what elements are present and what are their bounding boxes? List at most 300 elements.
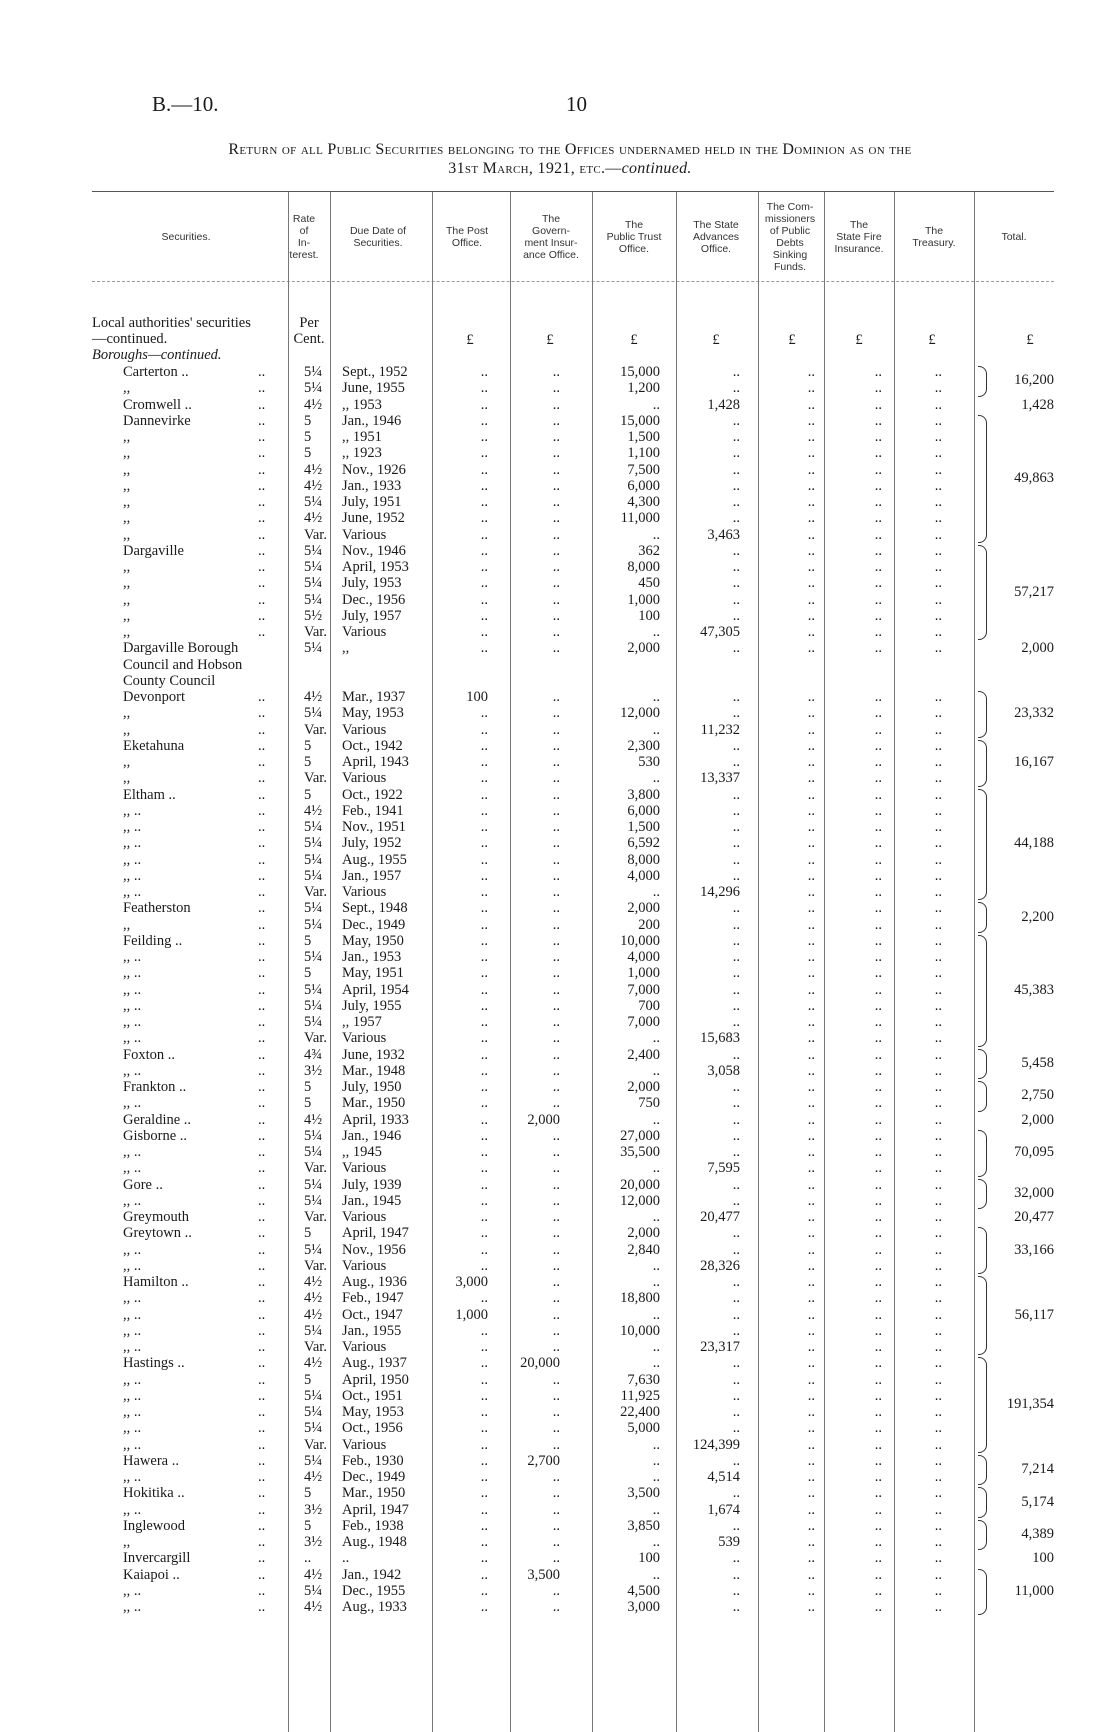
amount-cell: ..: [552, 1582, 560, 1599]
due-date: Various: [342, 1257, 387, 1274]
amount-cell: 10,000: [620, 932, 660, 949]
security-name: Invercargill: [123, 1550, 191, 1567]
amount-cell: ..: [552, 364, 560, 380]
table-row: [0, 1567, 1114, 1583]
col-securities: Securities.: [161, 231, 211, 243]
amount-cell: ..: [807, 624, 815, 640]
interest-rate: 5: [304, 1225, 312, 1242]
security-name: County Council: [123, 672, 216, 689]
amount-cell: ..: [934, 1469, 942, 1485]
amount-cell: ..: [732, 1452, 740, 1469]
amount-cell: ..: [874, 1095, 882, 1112]
amount-cell: ..: [480, 445, 488, 462]
amount-cell: ..: [480, 1436, 488, 1453]
total-value: 20,477: [1014, 1209, 1054, 1226]
total-value: 44,188: [1014, 835, 1054, 852]
amount-cell: ..: [874, 1550, 882, 1567]
amount-cell: 2,000: [627, 1225, 660, 1242]
interest-rate: 5¼: [304, 640, 323, 657]
amount-cell: 23,317: [700, 1339, 740, 1355]
amount-cell: ..: [552, 819, 560, 835]
unit-rate: Per Cent.: [293, 315, 325, 347]
amount-cell: ..: [480, 1452, 488, 1469]
leader-dots: ..: [258, 754, 266, 770]
amount-cell: ..: [934, 1062, 942, 1079]
table-row: [0, 1144, 1114, 1160]
due-date: Oct., 1951: [342, 1387, 403, 1404]
interest-rate: 4½: [304, 1274, 323, 1290]
amount-cell: ..: [732, 1322, 740, 1339]
amount-cell: ..: [934, 1566, 942, 1583]
security-name: ,, ..: [123, 949, 142, 965]
amount-cell: ..: [934, 786, 942, 803]
amount-cell: ..: [807, 477, 815, 494]
total-value: 4,389: [1021, 1526, 1054, 1542]
col-treasury: The Treasury.: [912, 225, 956, 249]
amount-cell: ..: [732, 429, 740, 445]
amount-cell: ..: [652, 1566, 660, 1583]
amount-cell: ..: [874, 364, 882, 380]
amount-cell: ..: [552, 1062, 560, 1079]
amount-cell: 362: [638, 542, 660, 559]
amount-cell: ..: [732, 1144, 740, 1160]
amount-cell: ..: [934, 835, 942, 852]
amount-cell: 4,000: [627, 867, 660, 884]
amount-cell: ..: [480, 1420, 488, 1437]
amount-cell: ..: [552, 689, 560, 705]
amount-cell: ..: [934, 1550, 942, 1567]
amount-cell: ..: [874, 591, 882, 608]
amount-cell: 2,700: [527, 1452, 560, 1469]
amount-cell: ..: [480, 1582, 488, 1599]
table-row: [0, 1242, 1114, 1258]
amount-cell: ..: [807, 1517, 815, 1534]
leader-dots: ..: [258, 591, 266, 608]
table-row: [0, 1209, 1114, 1225]
amount-cell: ..: [480, 1599, 488, 1615]
amount-cell: ..: [732, 1176, 740, 1193]
leader-dots: ..: [258, 364, 266, 380]
amount-cell: ..: [807, 867, 815, 884]
amount-cell: ..: [732, 965, 740, 982]
amount-cell: ..: [874, 884, 882, 900]
amount-cell: 3,000: [455, 1274, 488, 1290]
amount-cell: ..: [480, 949, 488, 965]
amount-cell: ..: [934, 1582, 942, 1599]
table-row: [0, 624, 1114, 640]
amount-cell: 28,326: [700, 1257, 740, 1274]
amount-cell: ..: [874, 1420, 882, 1437]
amount-cell: ..: [732, 754, 740, 770]
total-value: 100: [1032, 1550, 1054, 1567]
amount-cell: ..: [807, 819, 815, 835]
security-name: ,,: [123, 559, 131, 575]
amount-cell: ..: [552, 559, 560, 575]
due-date: July, 1957: [342, 607, 402, 624]
due-date: April, 1947: [342, 1501, 409, 1518]
interest-rate: 5¼: [304, 851, 323, 868]
table-row: [0, 380, 1114, 396]
amount-cell: ..: [480, 1062, 488, 1079]
leader-dots: ..: [258, 1355, 266, 1372]
amount-cell: 15,000: [620, 412, 660, 429]
amount-cell: ..: [652, 1355, 660, 1372]
amount-cell: 100: [638, 1550, 660, 1567]
amount-cell: ..: [874, 461, 882, 478]
due-date: June, 1932: [342, 1046, 405, 1063]
amount-cell: ..: [934, 1014, 942, 1030]
amount-cell: ..: [874, 997, 882, 1014]
security-name: ,, ..: [123, 1387, 142, 1404]
leader-dots: ..: [258, 949, 266, 965]
amount-cell: ..: [807, 510, 815, 527]
amount-cell: ..: [552, 1387, 560, 1404]
amount-cell: ..: [807, 364, 815, 380]
security-name: Frankton ..: [123, 1079, 187, 1095]
amount-cell: ..: [934, 1079, 942, 1095]
amount-cell: ..: [552, 1517, 560, 1534]
security-name: ,, ..: [123, 851, 142, 868]
amount-cell: ..: [732, 851, 740, 868]
amount-cell: ..: [934, 624, 942, 640]
leader-dots: ..: [258, 380, 266, 397]
security-name: ,,: [123, 477, 131, 494]
due-date: Nov., 1926: [342, 461, 406, 478]
amount-cell: 200: [638, 916, 660, 933]
table-row: [0, 1047, 1114, 1063]
security-name: Greytown ..: [123, 1225, 192, 1242]
security-name: ,, ..: [123, 1257, 142, 1274]
amount-cell: ..: [480, 461, 488, 478]
amount-cell: ..: [934, 1046, 942, 1063]
table-row: [0, 478, 1114, 494]
table-row: [0, 462, 1114, 478]
leader-dots: ..: [258, 477, 266, 494]
amount-cell: ..: [732, 1387, 740, 1404]
amount-cell: 11,232: [700, 721, 740, 738]
amount-cell: ..: [480, 867, 488, 884]
table-row: [0, 1388, 1114, 1404]
amount-cell: ..: [807, 1436, 815, 1453]
due-date: ,, 1957: [342, 1014, 382, 1030]
leader-dots: ..: [258, 1485, 266, 1502]
amount-cell: ..: [934, 1452, 942, 1469]
amount-cell: ..: [807, 1225, 815, 1242]
amount-cell: ..: [874, 1014, 882, 1030]
total-value: 70,095: [1014, 1144, 1054, 1161]
due-date: Feb., 1947: [342, 1290, 404, 1307]
interest-rate: 5¼: [304, 1387, 323, 1404]
amount-cell: ..: [807, 916, 815, 933]
due-date: Jan., 1933: [342, 477, 402, 494]
interest-rate: 5: [304, 1517, 312, 1534]
leader-dots: ..: [258, 965, 266, 982]
amount-cell: ..: [807, 835, 815, 852]
col-government-insurance: The Govern- ment Insur- ance Office.: [523, 213, 579, 261]
amount-cell: ..: [480, 1192, 488, 1209]
amount-cell: ..: [480, 965, 488, 982]
leader-dots: ..: [258, 445, 266, 462]
amount-cell: ..: [480, 364, 488, 380]
total-value: 191,354: [1006, 1396, 1054, 1412]
amount-cell: ..: [934, 559, 942, 575]
amount-cell: ..: [480, 721, 488, 738]
interest-rate: Var.: [304, 624, 327, 640]
amount-cell: ..: [480, 835, 488, 852]
amount-cell: ..: [874, 705, 882, 722]
interest-rate: 4½: [304, 477, 323, 494]
amount-cell: ..: [652, 1062, 660, 1079]
amount-cell: ..: [552, 640, 560, 657]
amount-cell: ..: [652, 1274, 660, 1290]
due-date: Feb., 1941: [342, 802, 404, 819]
due-date: May, 1953: [342, 705, 404, 722]
amount-cell: ..: [807, 1534, 815, 1550]
amount-cell: ..: [807, 1127, 815, 1144]
due-date: Various: [342, 770, 387, 787]
amount-cell: ..: [552, 624, 560, 640]
amount-cell: ..: [552, 1550, 560, 1567]
amount-cell: 35,500: [620, 1144, 660, 1160]
amount-cell: ..: [934, 1209, 942, 1225]
amount-cell: ..: [874, 1517, 882, 1534]
amount-cell: ..: [732, 835, 740, 852]
table-row: [0, 998, 1114, 1014]
due-date: Aug., 1948: [342, 1534, 407, 1550]
interest-rate: 3½: [304, 1534, 323, 1550]
security-name: ,, ..: [123, 1436, 142, 1453]
due-date: Nov., 1951: [342, 819, 406, 835]
amount-cell: ..: [732, 542, 740, 559]
amount-cell: ..: [480, 705, 488, 722]
amount-cell: 3,850: [627, 1517, 660, 1534]
amount-cell: ..: [480, 1322, 488, 1339]
leader-dots: ..: [258, 851, 266, 868]
amount-cell: ..: [934, 575, 942, 592]
table-row: [0, 1339, 1114, 1355]
table-row: [0, 982, 1114, 998]
interest-rate: 5: [304, 1371, 312, 1388]
amount-cell: ..: [934, 396, 942, 413]
due-date: May, 1953: [342, 1404, 404, 1420]
amount-cell: ..: [807, 1404, 815, 1420]
leader-dots: ..: [258, 819, 266, 835]
amount-cell: ..: [552, 510, 560, 527]
amount-cell: ..: [874, 1192, 882, 1209]
amount-cell: ..: [934, 1599, 942, 1615]
amount-cell: 1,000: [455, 1306, 488, 1323]
security-name: ,,: [123, 526, 131, 543]
amount-cell: ..: [934, 640, 942, 657]
interest-rate: 5¼: [304, 705, 323, 722]
leader-dots: ..: [258, 1209, 266, 1225]
interest-rate: 5¼: [304, 981, 323, 998]
amount-cell: ..: [807, 559, 815, 575]
security-name: Hawera ..: [123, 1452, 179, 1469]
amount-cell: ..: [552, 1485, 560, 1502]
leader-dots: ..: [258, 835, 266, 852]
table-row: [0, 1485, 1114, 1501]
amount-cell: ..: [934, 1485, 942, 1502]
amount-cell: ..: [934, 1436, 942, 1453]
leader-dots: ..: [258, 1079, 266, 1095]
due-date: Sept., 1948: [342, 900, 408, 917]
amount-cell: ..: [552, 1127, 560, 1144]
security-name: ,, ..: [123, 1062, 142, 1079]
amount-cell: ..: [807, 932, 815, 949]
amount-cell: 6,000: [627, 802, 660, 819]
table-row: [0, 445, 1114, 461]
title-date: 31st March, 1921, etc.—: [448, 160, 622, 177]
amount-cell: ..: [874, 802, 882, 819]
due-date: Jan., 1946: [342, 412, 402, 429]
table-row: [0, 1063, 1114, 1079]
due-date: Mar., 1937: [342, 689, 406, 705]
amount-cell: ..: [934, 510, 942, 527]
amount-cell: ..: [652, 1436, 660, 1453]
amount-cell: ..: [732, 981, 740, 998]
leader-dots: ..: [258, 1550, 266, 1567]
due-date: Aug., 1937: [342, 1355, 407, 1372]
amount-cell: ..: [874, 1160, 882, 1177]
amount-cell: ..: [732, 575, 740, 592]
amount-cell: 7,630: [627, 1371, 660, 1388]
security-name: Kaiapoi ..: [123, 1566, 180, 1583]
amount-cell: ..: [732, 1485, 740, 1502]
table-row: [0, 608, 1114, 624]
table-row: [0, 1372, 1114, 1388]
amount-cell: ..: [552, 607, 560, 624]
amount-cell: ..: [807, 1339, 815, 1355]
amount-cell: ..: [934, 851, 942, 868]
amount-cell: 3,000: [627, 1599, 660, 1615]
amount-cell: ..: [480, 412, 488, 429]
due-date: ..: [342, 1550, 350, 1567]
amount-cell: ..: [732, 1420, 740, 1437]
security-name: ,, ..: [123, 1192, 142, 1209]
security-name: ,, ..: [123, 1404, 142, 1420]
total-value: 11,000: [1014, 1582, 1054, 1599]
leader-dots: ..: [258, 1046, 266, 1063]
due-date: Various: [342, 1030, 387, 1047]
amount-cell: 1,500: [627, 819, 660, 835]
amount-cell: ..: [934, 737, 942, 754]
amount-cell: ..: [480, 559, 488, 575]
amount-cell: 22,400: [620, 1404, 660, 1420]
security-name: ,, ..: [123, 1014, 142, 1030]
amount-cell: ..: [480, 1209, 488, 1225]
interest-rate: 5¼: [304, 819, 323, 835]
leader-dots: ..: [258, 1469, 266, 1485]
amount-cell: ..: [934, 1517, 942, 1534]
amount-cell: ..: [807, 965, 815, 982]
amount-cell: ..: [480, 754, 488, 770]
table-row: [0, 1323, 1114, 1339]
amount-cell: ..: [480, 477, 488, 494]
amount-cell: ..: [552, 1274, 560, 1290]
amount-cell: ..: [552, 770, 560, 787]
interest-rate: 4½: [304, 461, 323, 478]
amount-cell: ..: [480, 1566, 488, 1583]
amount-cell: ..: [807, 494, 815, 510]
leader-dots: ..: [258, 1225, 266, 1242]
security-name: ,, ..: [123, 802, 142, 819]
amount-cell: ..: [552, 494, 560, 510]
leader-dots: ..: [258, 981, 266, 998]
amount-cell: ..: [480, 624, 488, 640]
amount-cell: 450: [638, 575, 660, 592]
due-date: Various: [342, 624, 387, 640]
interest-rate: 5¼: [304, 1322, 323, 1339]
amount-cell: ..: [732, 705, 740, 722]
amount-cell: ..: [732, 1550, 740, 1567]
amount-cell: ..: [552, 1436, 560, 1453]
amount-cell: ..: [874, 396, 882, 413]
amount-cell: ..: [552, 526, 560, 543]
amount-cell: ..: [874, 1534, 882, 1550]
amount-cell: ..: [480, 494, 488, 510]
amount-cell: ..: [732, 494, 740, 510]
table-row: [0, 1583, 1114, 1599]
unit-post-office: £: [466, 332, 474, 348]
unit-public-trust: £: [630, 332, 638, 348]
amount-cell: ..: [874, 1079, 882, 1095]
due-date: April, 1954: [342, 981, 409, 998]
table-row: [0, 640, 1114, 656]
amount-cell: ..: [807, 851, 815, 868]
interest-rate: 5¼: [304, 1192, 323, 1209]
amount-cell: ..: [874, 1501, 882, 1518]
amount-cell: 20,477: [700, 1209, 740, 1225]
interest-rate: 5¼: [304, 916, 323, 933]
amount-cell: ..: [732, 640, 740, 657]
table-row: [0, 689, 1114, 705]
title-line-2: [90, 159, 1050, 178]
security-name: Eltham ..: [123, 786, 176, 803]
amount-cell: ..: [552, 981, 560, 998]
table-row: [0, 1160, 1114, 1176]
amount-cell: ..: [874, 575, 882, 592]
amount-cell: ..: [934, 1534, 942, 1550]
col-state-fire: The State Fire Insurance.: [834, 219, 884, 255]
amount-cell: ..: [807, 1144, 815, 1160]
interest-rate: Var.: [304, 721, 327, 738]
due-date: June, 1952: [342, 510, 405, 527]
leader-dots: ..: [258, 396, 266, 413]
amount-cell: ..: [552, 1469, 560, 1485]
interest-rate: 5¼: [304, 997, 323, 1014]
security-name: ,, ..: [123, 867, 142, 884]
amount-cell: ..: [934, 1371, 942, 1388]
security-name: ,, ..: [123, 1339, 142, 1355]
amount-cell: ..: [807, 1030, 815, 1047]
due-date: Aug., 1936: [342, 1274, 407, 1290]
leader-dots: ..: [258, 1599, 266, 1615]
amount-cell: ..: [552, 932, 560, 949]
security-name: ,, ..: [123, 1420, 142, 1437]
amount-cell: ..: [807, 786, 815, 803]
amount-cell: ..: [732, 380, 740, 397]
leader-dots: ..: [258, 1404, 266, 1420]
due-date: Sept., 1952: [342, 364, 408, 380]
amount-cell: 3,463: [707, 526, 740, 543]
amount-cell: ..: [934, 1355, 942, 1372]
amount-cell: ..: [934, 721, 942, 738]
amount-cell: ..: [552, 1176, 560, 1193]
amount-cell: 750: [638, 1095, 660, 1112]
amount-cell: ..: [480, 380, 488, 397]
leader-dots: ..: [258, 1371, 266, 1388]
